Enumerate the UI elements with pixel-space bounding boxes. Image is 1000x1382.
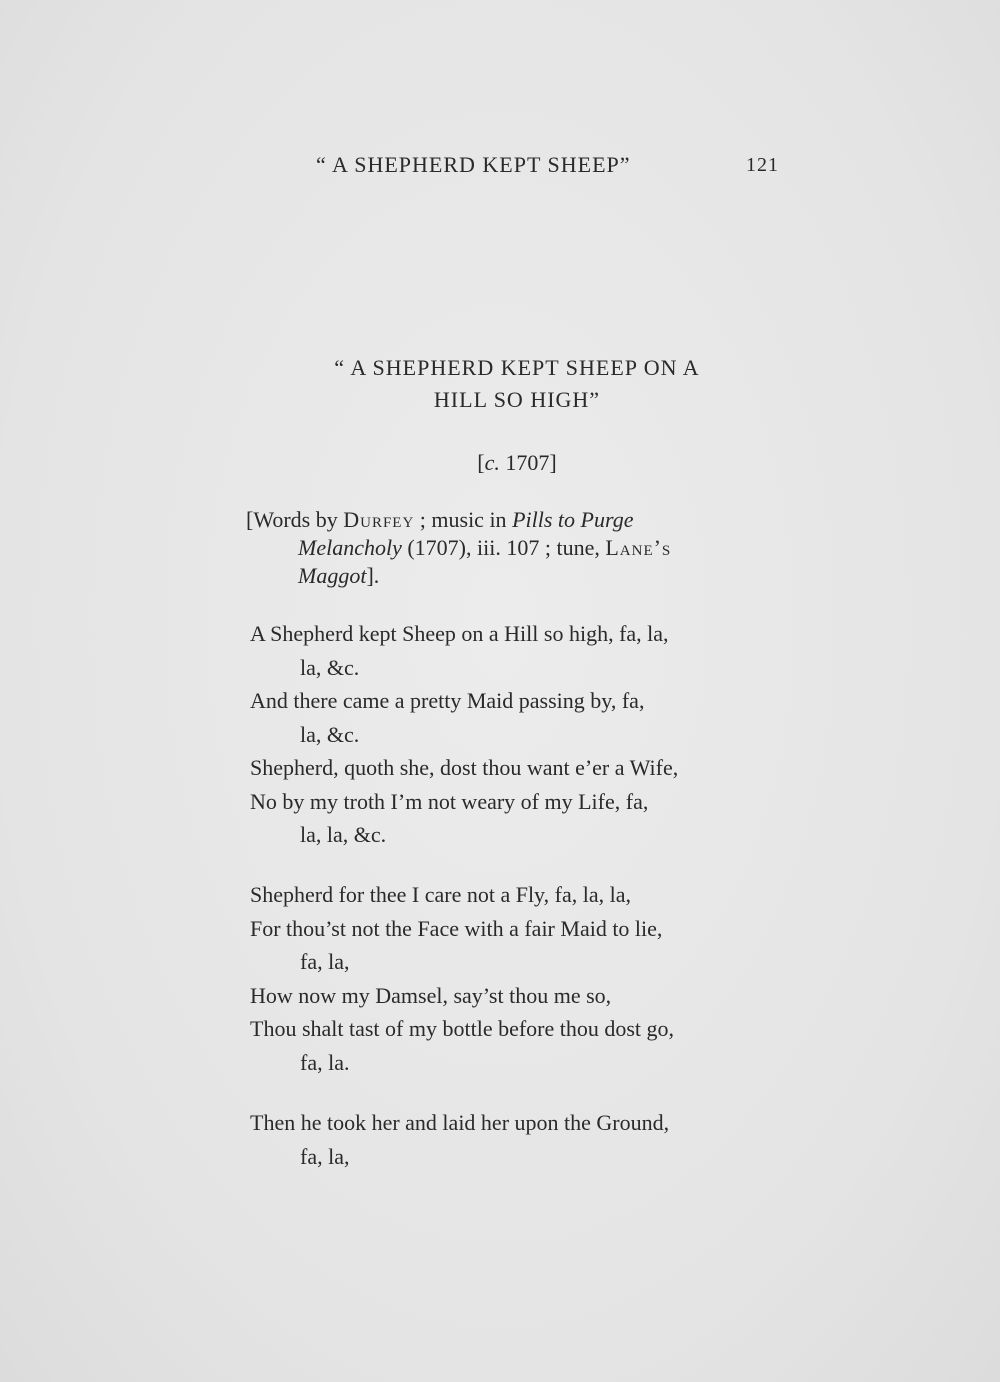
date-year: 1707]	[499, 450, 557, 475]
book-title-part-2: Melancholy	[298, 535, 402, 560]
verse-line: Then he took her and laid her upon the Ground,	[250, 1110, 670, 1135]
verse-line-continuation: la, la, &c.	[300, 822, 387, 847]
song-date	[250, 450, 784, 476]
date-circa: c.	[484, 450, 500, 475]
source-note-line-1	[246, 506, 792, 534]
author-name: Durfey	[343, 507, 415, 532]
song-title-line-1: “ A SHEPHERD KEPT SHEEP ON A	[334, 355, 700, 380]
source-text: ; music in	[414, 507, 513, 532]
page-number: 121	[746, 154, 779, 176]
verse-line-continuation: fa, la,	[300, 1143, 350, 1169]
verse-line: How now my Damsel, say’st thou me so,	[250, 982, 612, 1008]
verse-line: No by my troth I’m not weary of my Life, fa,	[250, 788, 649, 814]
source-text: (1707), iii. 107 ; tune,	[401, 535, 606, 560]
source-text: ].	[366, 563, 380, 588]
stanza-2	[250, 878, 796, 1079]
date-bracket: [	[477, 450, 485, 475]
source-note-line-2	[246, 534, 792, 562]
verse-line: A Shepherd kept Sheep on a Hill so high, fa, la,	[250, 621, 669, 646]
stanza-1	[250, 617, 796, 852]
stanza-3	[250, 1106, 796, 1173]
source-text: [Words by	[246, 507, 344, 532]
song-title	[250, 352, 784, 416]
source-note	[246, 506, 792, 590]
verse-line: For thou’st not the Face with a fair Maid to lie,	[250, 915, 663, 941]
verse-line: Shepherd, quoth she, dost thou want e’er a Wife,	[250, 755, 679, 780]
song-title-line-2: HILL SO HIGH”	[433, 387, 601, 412]
source-note-line-3	[246, 562, 792, 590]
tune-name: Lane’s	[605, 535, 672, 560]
verse-line-continuation: la, &c.	[300, 721, 360, 747]
verse-line-continuation: fa, la.	[300, 1049, 350, 1075]
tune-title: Maggot	[298, 563, 367, 588]
verse-line-continuation: fa, la,	[300, 949, 350, 974]
verse-line-continuation: la, &c.	[300, 654, 360, 680]
book-title-part-1: Pills to Purge	[512, 507, 634, 532]
running-head: “ A SHEPHERD KEPT SHEEP”	[316, 152, 631, 177]
verse-line: Thou shalt tast of my bottle before thou dost go,	[250, 1016, 675, 1041]
verse-line: And there came a pretty Maid passing by, fa,	[250, 688, 645, 713]
verse-line: Shepherd for thee I care not a Fly, fa, la, la,	[250, 882, 631, 907]
